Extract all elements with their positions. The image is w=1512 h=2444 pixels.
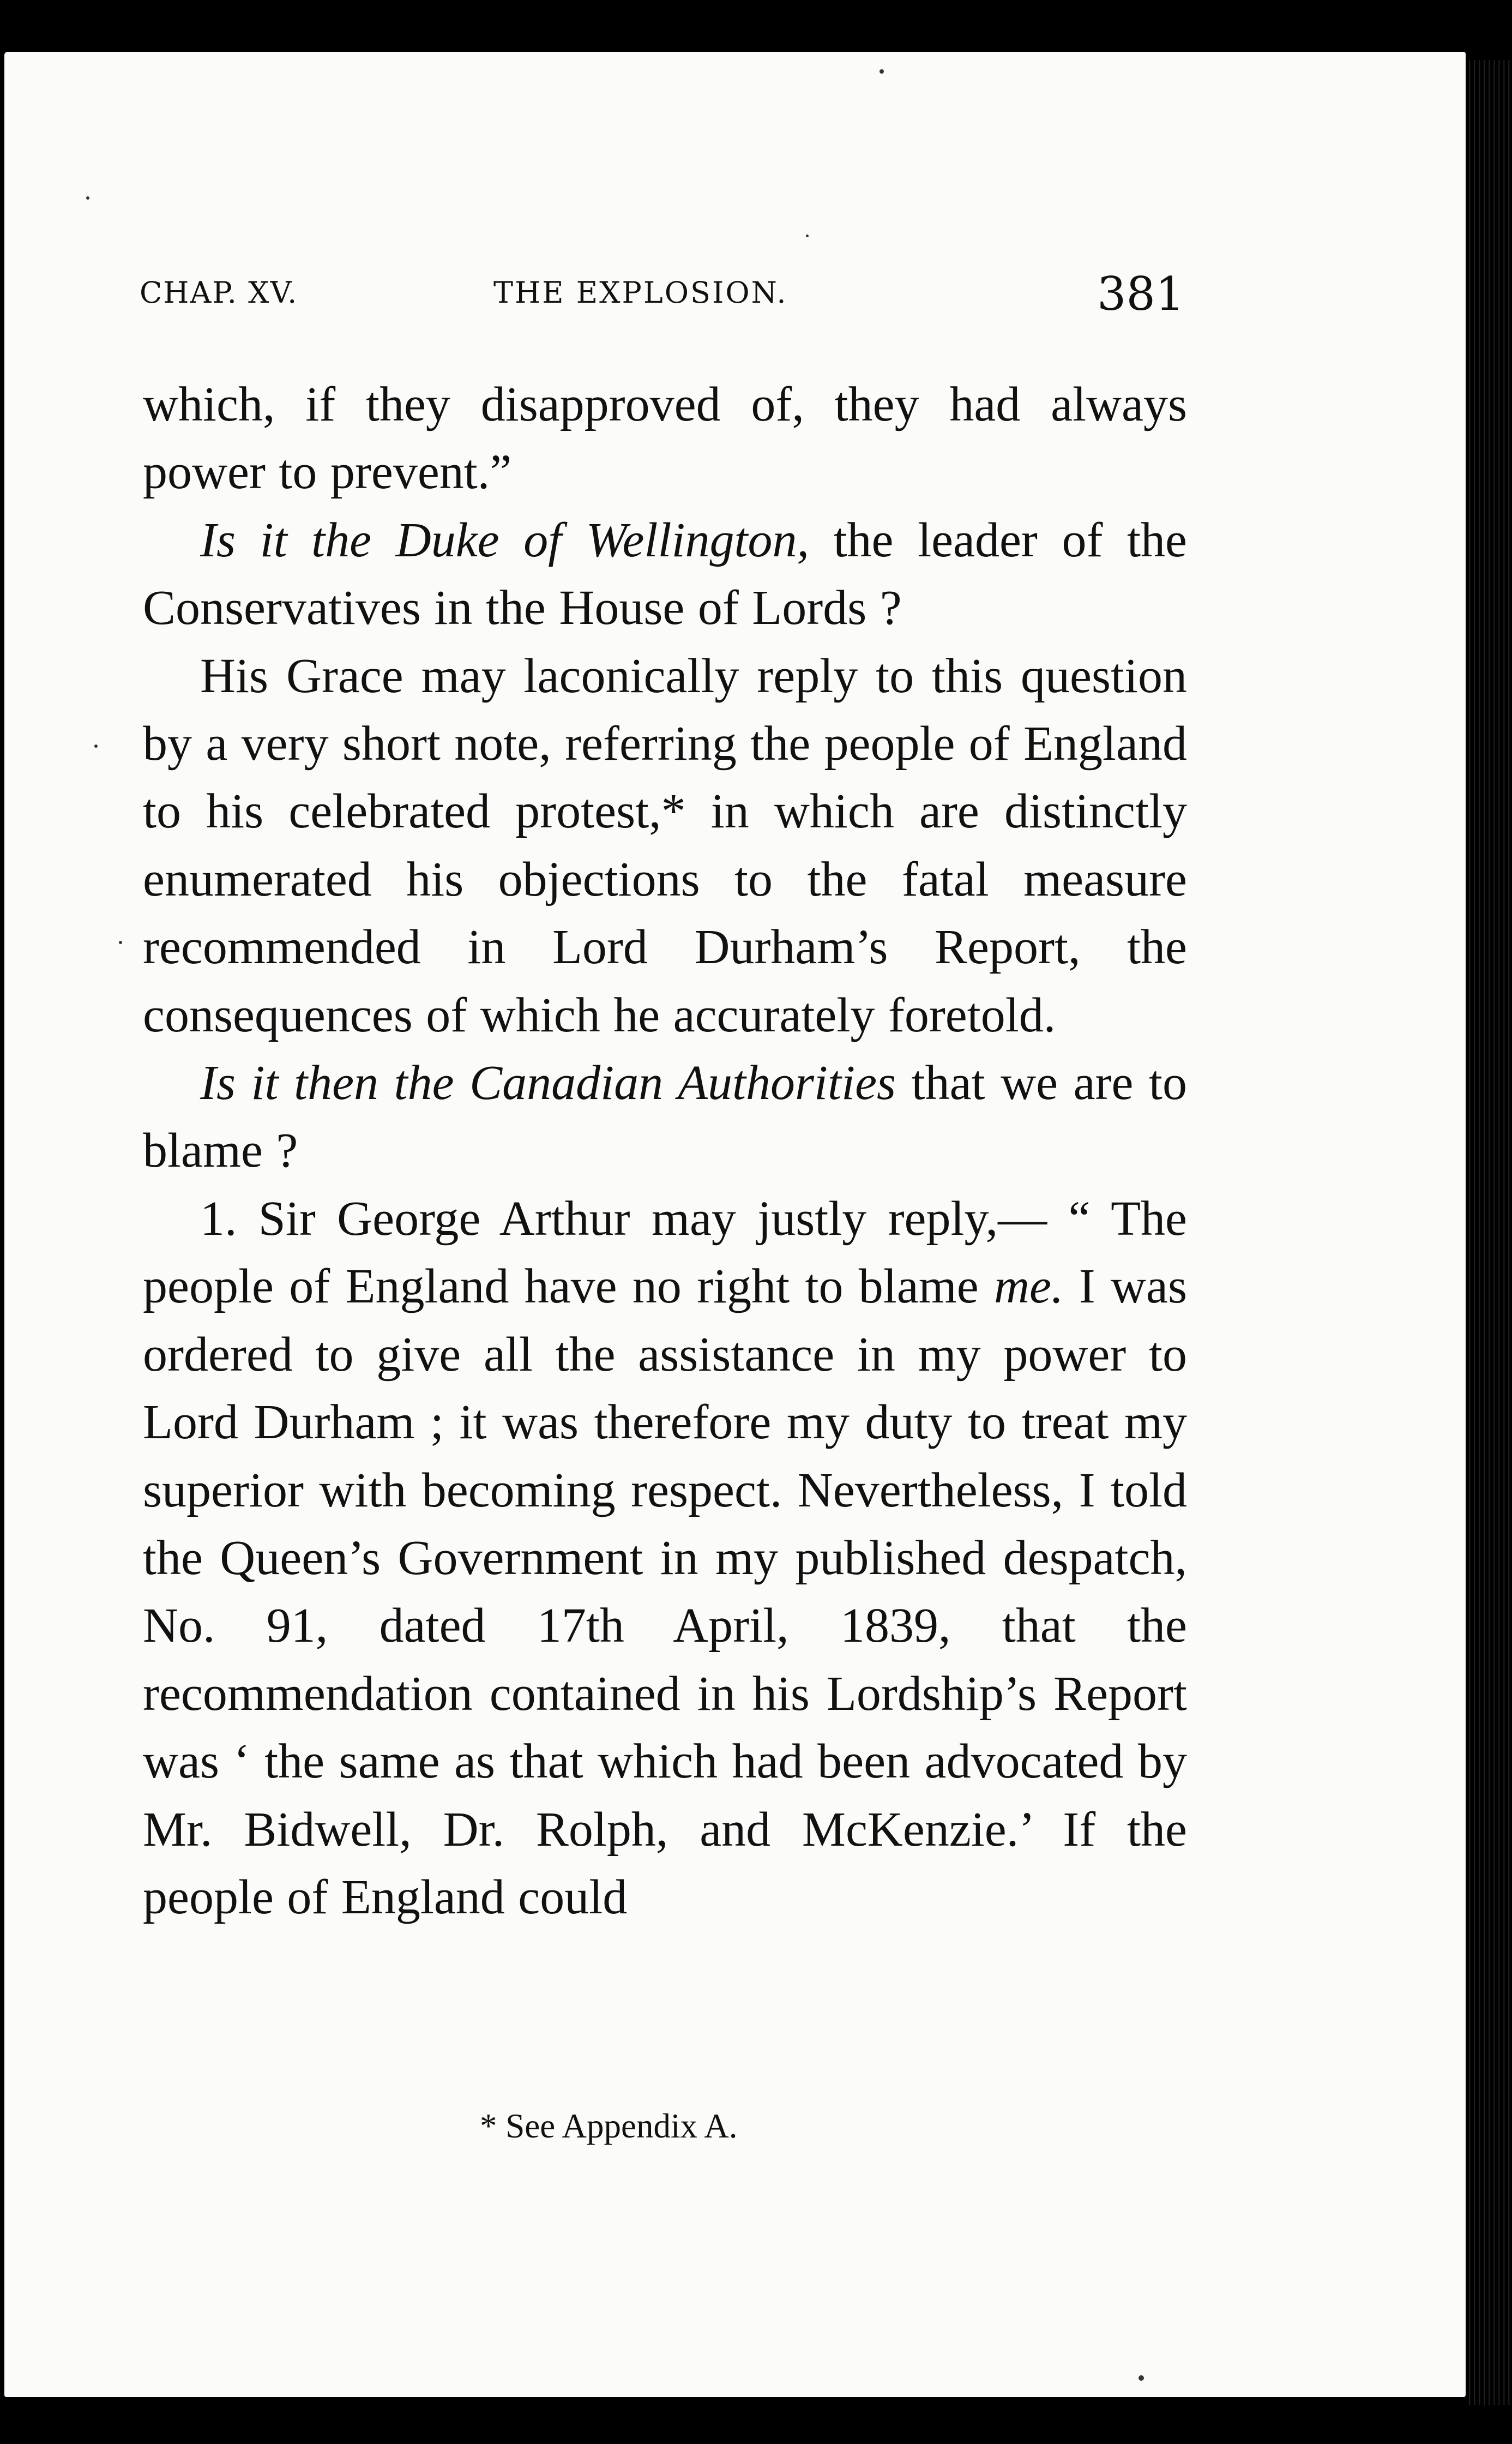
paragraph-sir-george-arthur: 1. Sir George Arthur may justly reply,— “ The people of England have no right to blame me. I was ordered to give all the assistance in my power to Lord Durham ; it was therefore my duty to treat my superior with becoming respect. Nevertheless, I told the Queen’s Government in my published despatch, No. 91, dated 17th April, 1839, that the recommendation contained in his Lordship’s Report was ‘ the same as that which had been advocated by Mr. Bidwell, Dr. Rolph, and McKenzie.’ If the people of England could: [143, 1191, 1188, 1924]
paper-speck: [119, 941, 122, 944]
running-head-title: THE EXPLOSION.: [493, 275, 788, 310]
paper-speck: [806, 235, 809, 237]
footnote: * See Appendix A.: [480, 2107, 738, 2145]
italic-question: Is it then the Canadian Authorities: [200, 1056, 896, 1110]
body-text: [143, 371, 1187, 1931]
paper-speck: [94, 744, 98, 748]
paragraph-his-grace: His Grace may laconically reply to this question by a very short note, referring the people of England to his celebrated protest,* in which are distinctly enumerated his objections to the fatal measure recommended in Lord Durham’s Report, the consequences of which he accurately foretold.: [143, 648, 1187, 1042]
italic-emphasis: me.: [994, 1259, 1064, 1314]
paragraph-continued: which, if they disapproved of, they had always power to prevent.”: [143, 377, 1187, 500]
page-fore-edge: [1466, 60, 1512, 2405]
page-number: 381: [1097, 267, 1185, 321]
paragraph-question-authorities: Is it then the Canadian Authorities that we are to blame ?: [143, 1056, 1187, 1178]
italic-question: Is it the Duke of Wellington,: [200, 513, 809, 567]
paper-speck: [880, 69, 884, 74]
paper-speck: [86, 196, 89, 200]
paragraph-question-wellington: Is it the Duke of Wellington, the leader of the Conservatives in the House of Lords ?: [143, 513, 1188, 635]
paper-speck: [1138, 2375, 1144, 2381]
running-head-chapter: CHAP. XV.: [140, 275, 298, 310]
